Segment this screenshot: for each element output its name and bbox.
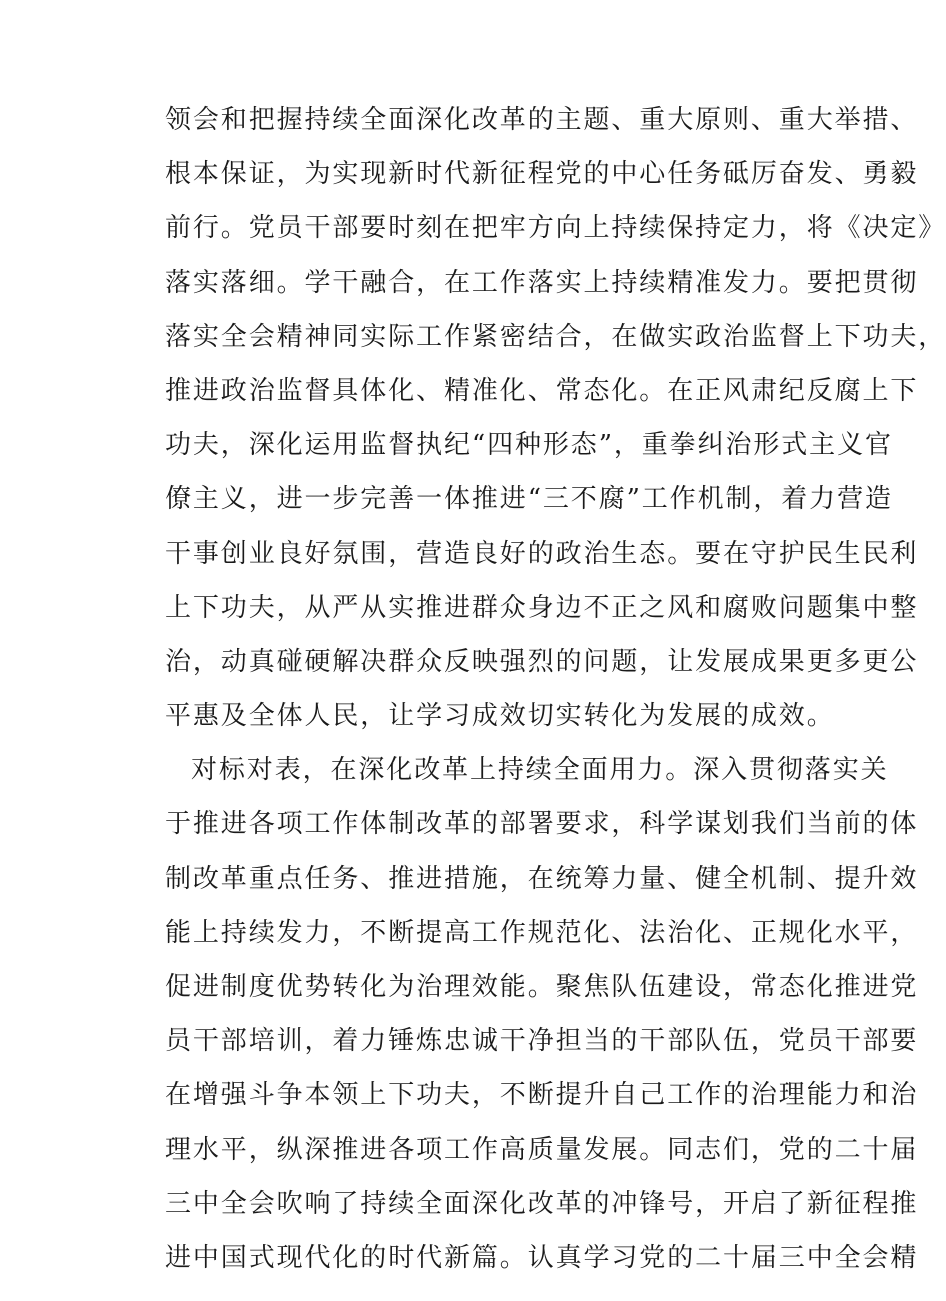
text-line: 在增强斗争本领上下功夫，不断提升自己工作的治理能力和治: [165, 1080, 919, 1111]
text-line: 领会和把握持续全面深化改革的主题、重大原则、重大举措、: [165, 105, 919, 135]
body-text: [165, 93, 946, 1285]
text-line: 功夫，深化运用监督执纪“四种形态”，重拳纠治形式主义官: [165, 430, 893, 461]
text-line: 理水平，纵深推进各项工作高质量发展。同志们，党的二十届: [165, 1134, 919, 1165]
text-line: 进中国式现代化的时代新篇。认真学习党的二十届三中全会精: [165, 1242, 919, 1273]
text-line: 前行。党员干部要时刻在把牢方向上持续保持定力，将《决定》: [165, 213, 946, 244]
text-line: 根本保证，为实现新时代新征程党的中心任务砥厉奋发、勇毅: [165, 159, 919, 190]
text-line: 治，动真碰硬解决群众反映强烈的问题，让发展成果更多更公: [165, 646, 919, 677]
text-line: 促进制度优势转化为治理效能。聚焦队伍建设，常态化推进党: [165, 972, 919, 1002]
text-line: 干事创业良好氛围，营造良好的政治生态。要在守护民生民利: [165, 538, 919, 569]
text-line: 于推进各项工作体制改革的部署要求，科学谋划我们当前的体: [165, 809, 919, 840]
text-line: 制改革重点任务、推进措施，在统筹力量、健全机制、提升效: [165, 863, 919, 894]
text-line: 能上持续发力，不断提高工作规范化、法治化、正规化水平，: [165, 917, 919, 948]
paragraph-start-line: 对标对表，在深化改革上持续全面用力。深入贯彻落实关: [191, 755, 889, 786]
text-line: 落实全会精神同实际工作紧密结合，在做实政治监督上下功夫，: [165, 321, 946, 352]
text-line: 上下功夫，从严从实推进群众身边不正之风和腐败问题集中整: [165, 592, 919, 623]
text-line: 平惠及全体人民，让学习成效切实转化为发展的成效。: [165, 701, 835, 732]
text-line: 三中全会吹响了持续全面深化改革的冲锋号，开启了新征程推: [165, 1188, 919, 1219]
text-line: 落实落细。学干融合，在工作落实上持续精准发力。要把贯彻: [165, 267, 919, 298]
text-line: 僚主义，进一步完善一体推进“三不腐”工作机制，着力营造: [165, 484, 893, 515]
text-line: 员干部培训，着力锤炼忠诚干净担当的干部队伍，党员干部要: [165, 1026, 919, 1057]
text-line: 推进政治监督具体化、精准化、常态化。在正风肃纪反腐上下: [165, 375, 919, 406]
